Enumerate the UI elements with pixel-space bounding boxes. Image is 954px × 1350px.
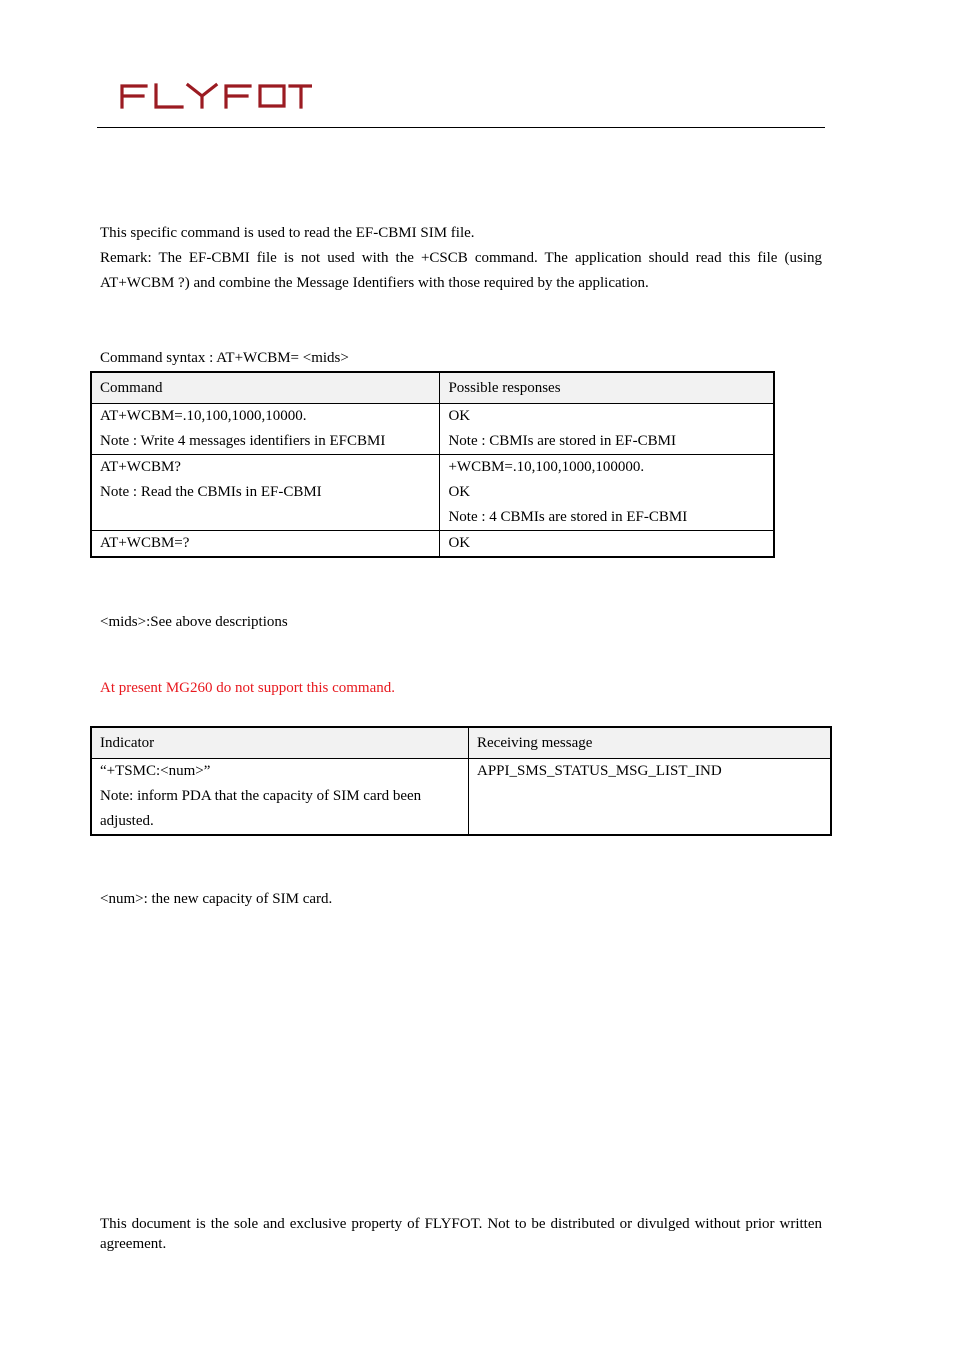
flyfot-logo-graphic (118, 82, 312, 110)
num-description: <num>: the new capacity of SIM card. (100, 891, 333, 907)
table-row (91, 455, 774, 531)
support-note: At present MG260 do not support this command. (100, 680, 395, 696)
indicator-table (90, 726, 832, 836)
response-text: OK (448, 535, 471, 551)
indicator-text: “+TSMC:<num>” (100, 763, 211, 779)
command-cell (91, 531, 440, 558)
description-remark: Remark: The EF-CBMI file is not used with the +CSCB command. The application should read this file (using AT+WCBM ?) and combine the Message Identifiers with those required by the application. (100, 250, 822, 291)
command-cell (91, 455, 440, 531)
table-row (91, 759, 831, 836)
flyfot-logo (118, 82, 312, 110)
header-command: Command (91, 372, 440, 404)
response-note: Note : 4 CBMIs are stored in EF-CBMI (448, 509, 688, 525)
footer-disclaimer: This document is the sole and exclusive property of FLYFOT. Not to be distributed or divulged without prior written agreement. (100, 1216, 822, 1252)
table-row (91, 404, 774, 455)
response-cell (440, 455, 774, 531)
response-cell (440, 404, 774, 455)
mids-description: <mids>:See above descriptions (100, 614, 288, 630)
header-indicator: Indicator (91, 727, 469, 759)
command-cell (91, 404, 440, 455)
command-text: AT+WCBM? (100, 459, 181, 475)
command-text: AT+WCBM=.10,100,1000,10000. (100, 408, 307, 424)
indicator-table-header (91, 727, 831, 759)
command-note: Note : Write 4 messages identifiers in EFCBMI (100, 433, 386, 449)
header-responses: Possible responses (440, 372, 774, 404)
description-line: This specific command is used to read the EF-CBMI SIM file. (100, 225, 475, 241)
response-cell (440, 531, 774, 558)
header-rule (97, 127, 825, 128)
message-text: APPI_SMS_STATUS_MSG_LIST_IND (477, 763, 722, 779)
indicator-cell (91, 759, 469, 836)
indicator-note: Note: inform PDA that the capacity of SIM card been (100, 788, 422, 804)
response-text: +WCBM=.10,100,1000,100000. (448, 459, 645, 475)
command-text: AT+WCBM=? (100, 535, 190, 551)
table-row (91, 531, 774, 558)
response-ok: OK (448, 484, 471, 500)
response-text: OK (448, 408, 471, 424)
command-table (90, 371, 775, 558)
header-receiving-message: Receiving message (469, 727, 832, 759)
command-note: Note : Read the CBMIs in EF-CBMI (100, 484, 322, 500)
indicator-note-cont: adjusted. (100, 813, 154, 829)
response-note: Note : CBMIs are stored in EF-CBMI (448, 433, 676, 449)
command-syntax: Command syntax : AT+WCBM= <mids> (100, 350, 349, 366)
message-cell (469, 759, 832, 836)
command-table-header (91, 372, 774, 404)
